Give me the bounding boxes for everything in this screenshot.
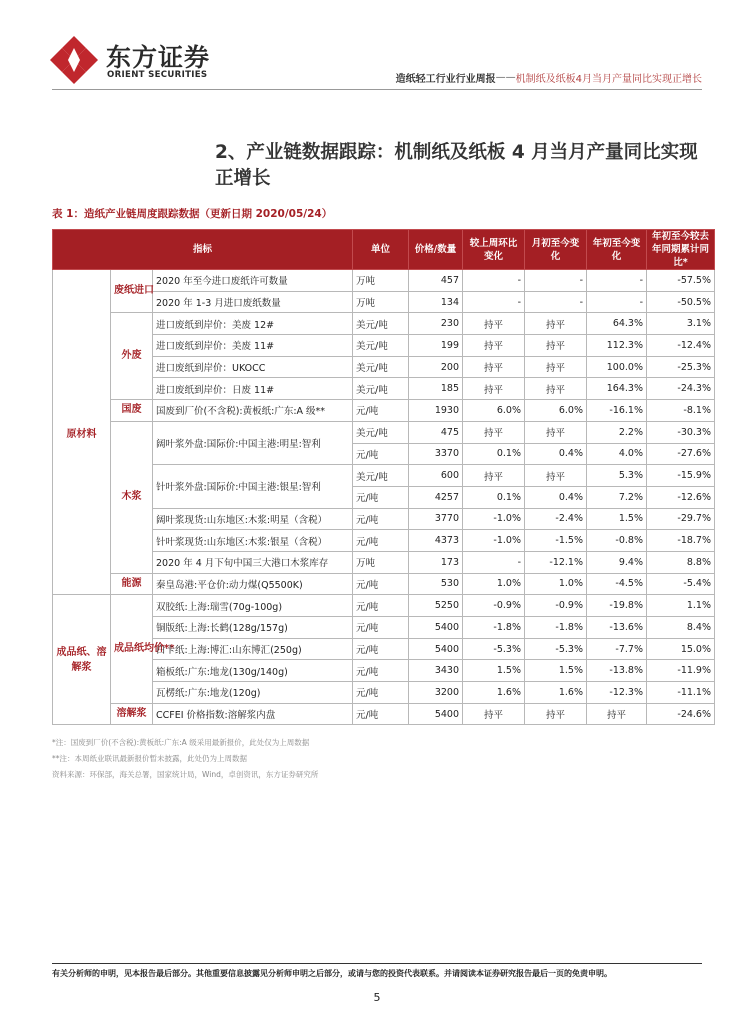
- value-cell: 4257: [409, 486, 463, 508]
- subgroup-dissolving-pulp: 溶解浆: [111, 703, 153, 725]
- category-raw-materials: 原材料: [53, 270, 111, 595]
- yoy-cell: -8.1%: [647, 400, 715, 422]
- table-row: [53, 378, 715, 400]
- yoy-cell: -24.3%: [647, 378, 715, 400]
- wow-cell: -1.0%: [463, 508, 525, 530]
- wow-cell: -5.3%: [463, 638, 525, 660]
- ytd-cell: -13.6%: [587, 617, 647, 639]
- unit-cell: 元/吨: [353, 638, 409, 660]
- ytd-cell: -: [587, 291, 647, 313]
- unit-cell: 美元/吨: [353, 313, 409, 335]
- value-cell: 230: [409, 313, 463, 335]
- mtd-cell: -: [525, 270, 587, 292]
- indicator-cell: 白卡纸:上海:博汇:山东博汇(250g): [153, 638, 353, 660]
- subgroup-finished-price: 成品纸均价**: [111, 595, 153, 703]
- yoy-cell: -50.5%: [647, 291, 715, 313]
- ytd-cell: 64.3%: [587, 313, 647, 335]
- indicator-cell: 国废到厂价(不含税):黄板纸:广东:A 级**: [153, 400, 353, 422]
- subgroup-domestic-waste: 国废: [111, 400, 153, 422]
- indicator-cell: 2020 年 1-3 月进口废纸数量: [153, 291, 353, 313]
- table-row: [53, 356, 715, 378]
- source-line: 资料来源：环保部，海关总署，国家统计局，Wind，卓创资讯，东方证券研究所: [52, 770, 319, 779]
- unit-cell: 元/吨: [353, 595, 409, 617]
- unit-cell: 万吨: [353, 551, 409, 573]
- mtd-cell: 持平: [525, 703, 587, 725]
- yoy-cell: 15.0%: [647, 638, 715, 660]
- header-divider: [52, 89, 702, 90]
- table-row: [53, 508, 715, 530]
- ytd-cell: -0.8%: [587, 530, 647, 552]
- mtd-cell: 持平: [525, 356, 587, 378]
- value-cell: 5250: [409, 595, 463, 617]
- report-type: 造纸轻工行业行业周报: [395, 74, 496, 85]
- col-header-value: 价格/数量: [409, 230, 463, 270]
- unit-cell: 美元/吨: [353, 465, 409, 487]
- unit-cell: 元/吨: [353, 508, 409, 530]
- yoy-cell: 1.1%: [647, 595, 715, 617]
- indicator-cell: CCFEI 价格指数:溶解浆内盘: [153, 703, 353, 725]
- subgroup-waste-import: 废纸进口: [111, 270, 153, 313]
- mtd-cell: -5.3%: [525, 638, 587, 660]
- wow-cell: 1.5%: [463, 660, 525, 682]
- indicator-cell: 瓦楞纸:广东:地龙(120g): [153, 682, 353, 704]
- footer-divider: [52, 963, 702, 964]
- unit-cell: 元/吨: [353, 682, 409, 704]
- table-notes: [52, 735, 318, 783]
- yoy-cell: -11.9%: [647, 660, 715, 682]
- note-line: *注：国废到厂价(不含税):黄板纸:广东:A 级采用最新报价，此处仅为上周数据: [52, 738, 310, 747]
- ytd-cell: 5.3%: [587, 465, 647, 487]
- yoy-cell: -15.9%: [647, 465, 715, 487]
- wow-cell: 持平: [463, 356, 525, 378]
- unit-cell: 元/吨: [353, 400, 409, 422]
- table-row: [53, 530, 715, 552]
- mtd-cell: 持平: [525, 465, 587, 487]
- wow-cell: 持平: [463, 465, 525, 487]
- ytd-cell: 164.3%: [587, 378, 647, 400]
- indicator-cell: 针叶浆现货:山东地区:木浆:银星（含税）: [153, 530, 353, 552]
- indicator-cell: 进口废纸到岸价：UKOCC: [153, 356, 353, 378]
- wow-cell: 持平: [463, 703, 525, 725]
- col-header-ytd: 年初至今变化: [587, 230, 647, 270]
- unit-cell: 元/吨: [353, 530, 409, 552]
- ytd-cell: 4.0%: [587, 443, 647, 465]
- unit-cell: 元/吨: [353, 486, 409, 508]
- subgroup-foreign-waste: 外废: [111, 313, 153, 400]
- table-row: [53, 573, 715, 595]
- yoy-cell: -25.3%: [647, 356, 715, 378]
- indicator-cell: 进口废纸到岸价：日废 11#: [153, 378, 353, 400]
- subgroup-pulp: 木浆: [111, 421, 153, 573]
- table-row: [53, 551, 715, 573]
- wow-cell: -1.0%: [463, 530, 525, 552]
- value-cell: 173: [409, 551, 463, 573]
- indicator-cell: 秦皇岛港:平仓价:动力煤(Q5500K): [153, 573, 353, 595]
- value-cell: 530: [409, 573, 463, 595]
- unit-cell: 万吨: [353, 270, 409, 292]
- table-caption: 表 1：造纸产业链周度跟踪数据（更新日期 2020/05/24）: [52, 208, 333, 220]
- indicator-cell: 箱板纸:广东:地龙(130g/140g): [153, 660, 353, 682]
- mtd-cell: -: [525, 291, 587, 313]
- wow-cell: 持平: [463, 421, 525, 443]
- yoy-cell: -18.7%: [647, 530, 715, 552]
- yoy-cell: -11.1%: [647, 682, 715, 704]
- yoy-cell: -30.3%: [647, 421, 715, 443]
- page-number: 5: [373, 991, 381, 1004]
- ytd-cell: 7.2%: [587, 486, 647, 508]
- disclaimer-footer: 有关分析师的申明，见本报告最后部分。其他重要信息披露见分析师申明之后部分，或请与您的投资代表联系。并请阅读本证券研究报告最后一页的免责申明。: [52, 969, 612, 978]
- value-cell: 1930: [409, 400, 463, 422]
- value-cell: 475: [409, 421, 463, 443]
- mtd-cell: -1.8%: [525, 617, 587, 639]
- mtd-cell: -12.1%: [525, 551, 587, 573]
- value-cell: 4373: [409, 530, 463, 552]
- yoy-cell: 8.4%: [647, 617, 715, 639]
- table-row: [53, 595, 715, 617]
- value-cell: 3370: [409, 443, 463, 465]
- yoy-cell: -12.4%: [647, 335, 715, 357]
- ytd-cell: -7.7%: [587, 638, 647, 660]
- ytd-cell: -4.5%: [587, 573, 647, 595]
- ytd-cell: 100.0%: [587, 356, 647, 378]
- value-cell: 134: [409, 291, 463, 313]
- mtd-cell: -2.4%: [525, 508, 587, 530]
- col-header-wow: 较上周环比变化: [463, 230, 525, 270]
- ytd-cell: 112.3%: [587, 335, 647, 357]
- col-header-mtd: 月初至今变化: [525, 230, 587, 270]
- value-cell: 199: [409, 335, 463, 357]
- table-row: [53, 465, 715, 487]
- wow-cell: 持平: [463, 378, 525, 400]
- wow-cell: -: [463, 551, 525, 573]
- wow-cell: 0.1%: [463, 486, 525, 508]
- running-header: [52, 70, 702, 85]
- indicator-cell: 双胶纸:上海:瑞雪(70g-100g): [153, 595, 353, 617]
- header-separator: ——: [495, 72, 516, 83]
- indicator-cell: 铜版纸:上海:长鹤(128g/157g): [153, 617, 353, 639]
- mtd-cell: 1.5%: [525, 660, 587, 682]
- indicator-cell: 2020 年 4 月下旬中国三大港口木浆库存: [153, 551, 353, 573]
- value-cell: 5400: [409, 617, 463, 639]
- mtd-cell: 持平: [525, 378, 587, 400]
- col-header-yoy: 年初至今较去年同期累计同比*: [647, 230, 715, 270]
- value-cell: 5400: [409, 703, 463, 725]
- logo-chinese-name: 东方证券: [106, 43, 211, 72]
- mtd-cell: 6.0%: [525, 400, 587, 422]
- yoy-cell: -12.6%: [647, 486, 715, 508]
- wow-cell: -: [463, 270, 525, 292]
- yoy-cell: -27.6%: [647, 443, 715, 465]
- wow-cell: 6.0%: [463, 400, 525, 422]
- category-finished-paper: 成品纸、溶解浆: [53, 595, 111, 725]
- indicator-cell: 进口废纸到岸价：美废 12#: [153, 313, 353, 335]
- ytd-cell: -: [587, 270, 647, 292]
- unit-cell: 美元/吨: [353, 335, 409, 357]
- indicator-cell: 阔叶浆现货:山东地区:木浆:明星（含税）: [153, 508, 353, 530]
- unit-cell: 美元/吨: [353, 421, 409, 443]
- table-row: [53, 335, 715, 357]
- yoy-cell: -24.6%: [647, 703, 715, 725]
- logo-english-name: ORIENT SECURITIES: [107, 70, 208, 80]
- wow-cell: -1.8%: [463, 617, 525, 639]
- note-line: **注：本周纸业联讯最新报价暂未披露，此处仍为上周数据: [52, 754, 247, 763]
- wow-cell: 1.6%: [463, 682, 525, 704]
- mtd-cell: 0.4%: [525, 486, 587, 508]
- value-cell: 600: [409, 465, 463, 487]
- ytd-cell: 2.2%: [587, 421, 647, 443]
- ytd-cell: -12.3%: [587, 682, 647, 704]
- table-row: [53, 400, 715, 422]
- mtd-cell: 0.4%: [525, 443, 587, 465]
- table-row: [53, 421, 715, 443]
- unit-cell: 美元/吨: [353, 378, 409, 400]
- unit-cell: 元/吨: [353, 660, 409, 682]
- yoy-cell: -5.4%: [647, 573, 715, 595]
- mtd-cell: -0.9%: [525, 595, 587, 617]
- ytd-cell: 9.4%: [587, 551, 647, 573]
- wow-cell: -0.9%: [463, 595, 525, 617]
- mtd-cell: 1.6%: [525, 682, 587, 704]
- col-header-unit: 单位: [353, 230, 409, 270]
- value-cell: 457: [409, 270, 463, 292]
- unit-cell: 万吨: [353, 291, 409, 313]
- value-cell: 200: [409, 356, 463, 378]
- mtd-cell: 持平: [525, 313, 587, 335]
- mtd-cell: 持平: [525, 421, 587, 443]
- table-row: [53, 660, 715, 682]
- value-cell: 5400: [409, 638, 463, 660]
- yoy-cell: 3.1%: [647, 313, 715, 335]
- mtd-cell: 持平: [525, 335, 587, 357]
- wow-cell: -: [463, 291, 525, 313]
- unit-cell: 元/吨: [353, 617, 409, 639]
- subgroup-energy: 能源: [111, 573, 153, 595]
- unit-cell: 元/吨: [353, 573, 409, 595]
- indicator-cell: 2020 年至今进口废纸许可数量: [153, 270, 353, 292]
- table-row: [53, 313, 715, 335]
- indicator-cell: 针叶浆外盘:国际价:中国主港:银星:智利: [153, 465, 353, 508]
- table-row: [53, 682, 715, 704]
- unit-cell: 元/吨: [353, 443, 409, 465]
- ytd-cell: -19.8%: [587, 595, 647, 617]
- wow-cell: 持平: [463, 335, 525, 357]
- table-header-row: [53, 230, 715, 270]
- table-row: [53, 617, 715, 639]
- section-title: 2、产业链数据跟踪：机制纸及纸板 4 月当月产量同比实现正增长: [215, 142, 698, 189]
- ytd-cell: -16.1%: [587, 400, 647, 422]
- mtd-cell: 1.0%: [525, 573, 587, 595]
- value-cell: 3770: [409, 508, 463, 530]
- value-cell: 3200: [409, 682, 463, 704]
- value-cell: 3430: [409, 660, 463, 682]
- report-subtitle: 机制纸及纸板4月当月产量同比实现正增长: [515, 74, 702, 85]
- ytd-cell: 1.5%: [587, 508, 647, 530]
- yoy-cell: -29.7%: [647, 508, 715, 530]
- ytd-cell: 持平: [587, 703, 647, 725]
- table-row: [53, 703, 715, 725]
- mtd-cell: -1.5%: [525, 530, 587, 552]
- unit-cell: 元/吨: [353, 703, 409, 725]
- unit-cell: 美元/吨: [353, 356, 409, 378]
- yoy-cell: -57.5%: [647, 270, 715, 292]
- wow-cell: 持平: [463, 313, 525, 335]
- value-cell: 185: [409, 378, 463, 400]
- industry-chain-table: [52, 229, 715, 725]
- ytd-cell: -13.8%: [587, 660, 647, 682]
- indicator-cell: 进口废纸到岸价：美废 11#: [153, 335, 353, 357]
- yoy-cell: 8.8%: [647, 551, 715, 573]
- col-header-indicator: 指标: [53, 230, 353, 270]
- indicator-cell: 阔叶浆外盘:国际价:中国主港:明星:智利: [153, 421, 353, 464]
- wow-cell: 1.0%: [463, 573, 525, 595]
- wow-cell: 0.1%: [463, 443, 525, 465]
- table-row: [53, 270, 715, 292]
